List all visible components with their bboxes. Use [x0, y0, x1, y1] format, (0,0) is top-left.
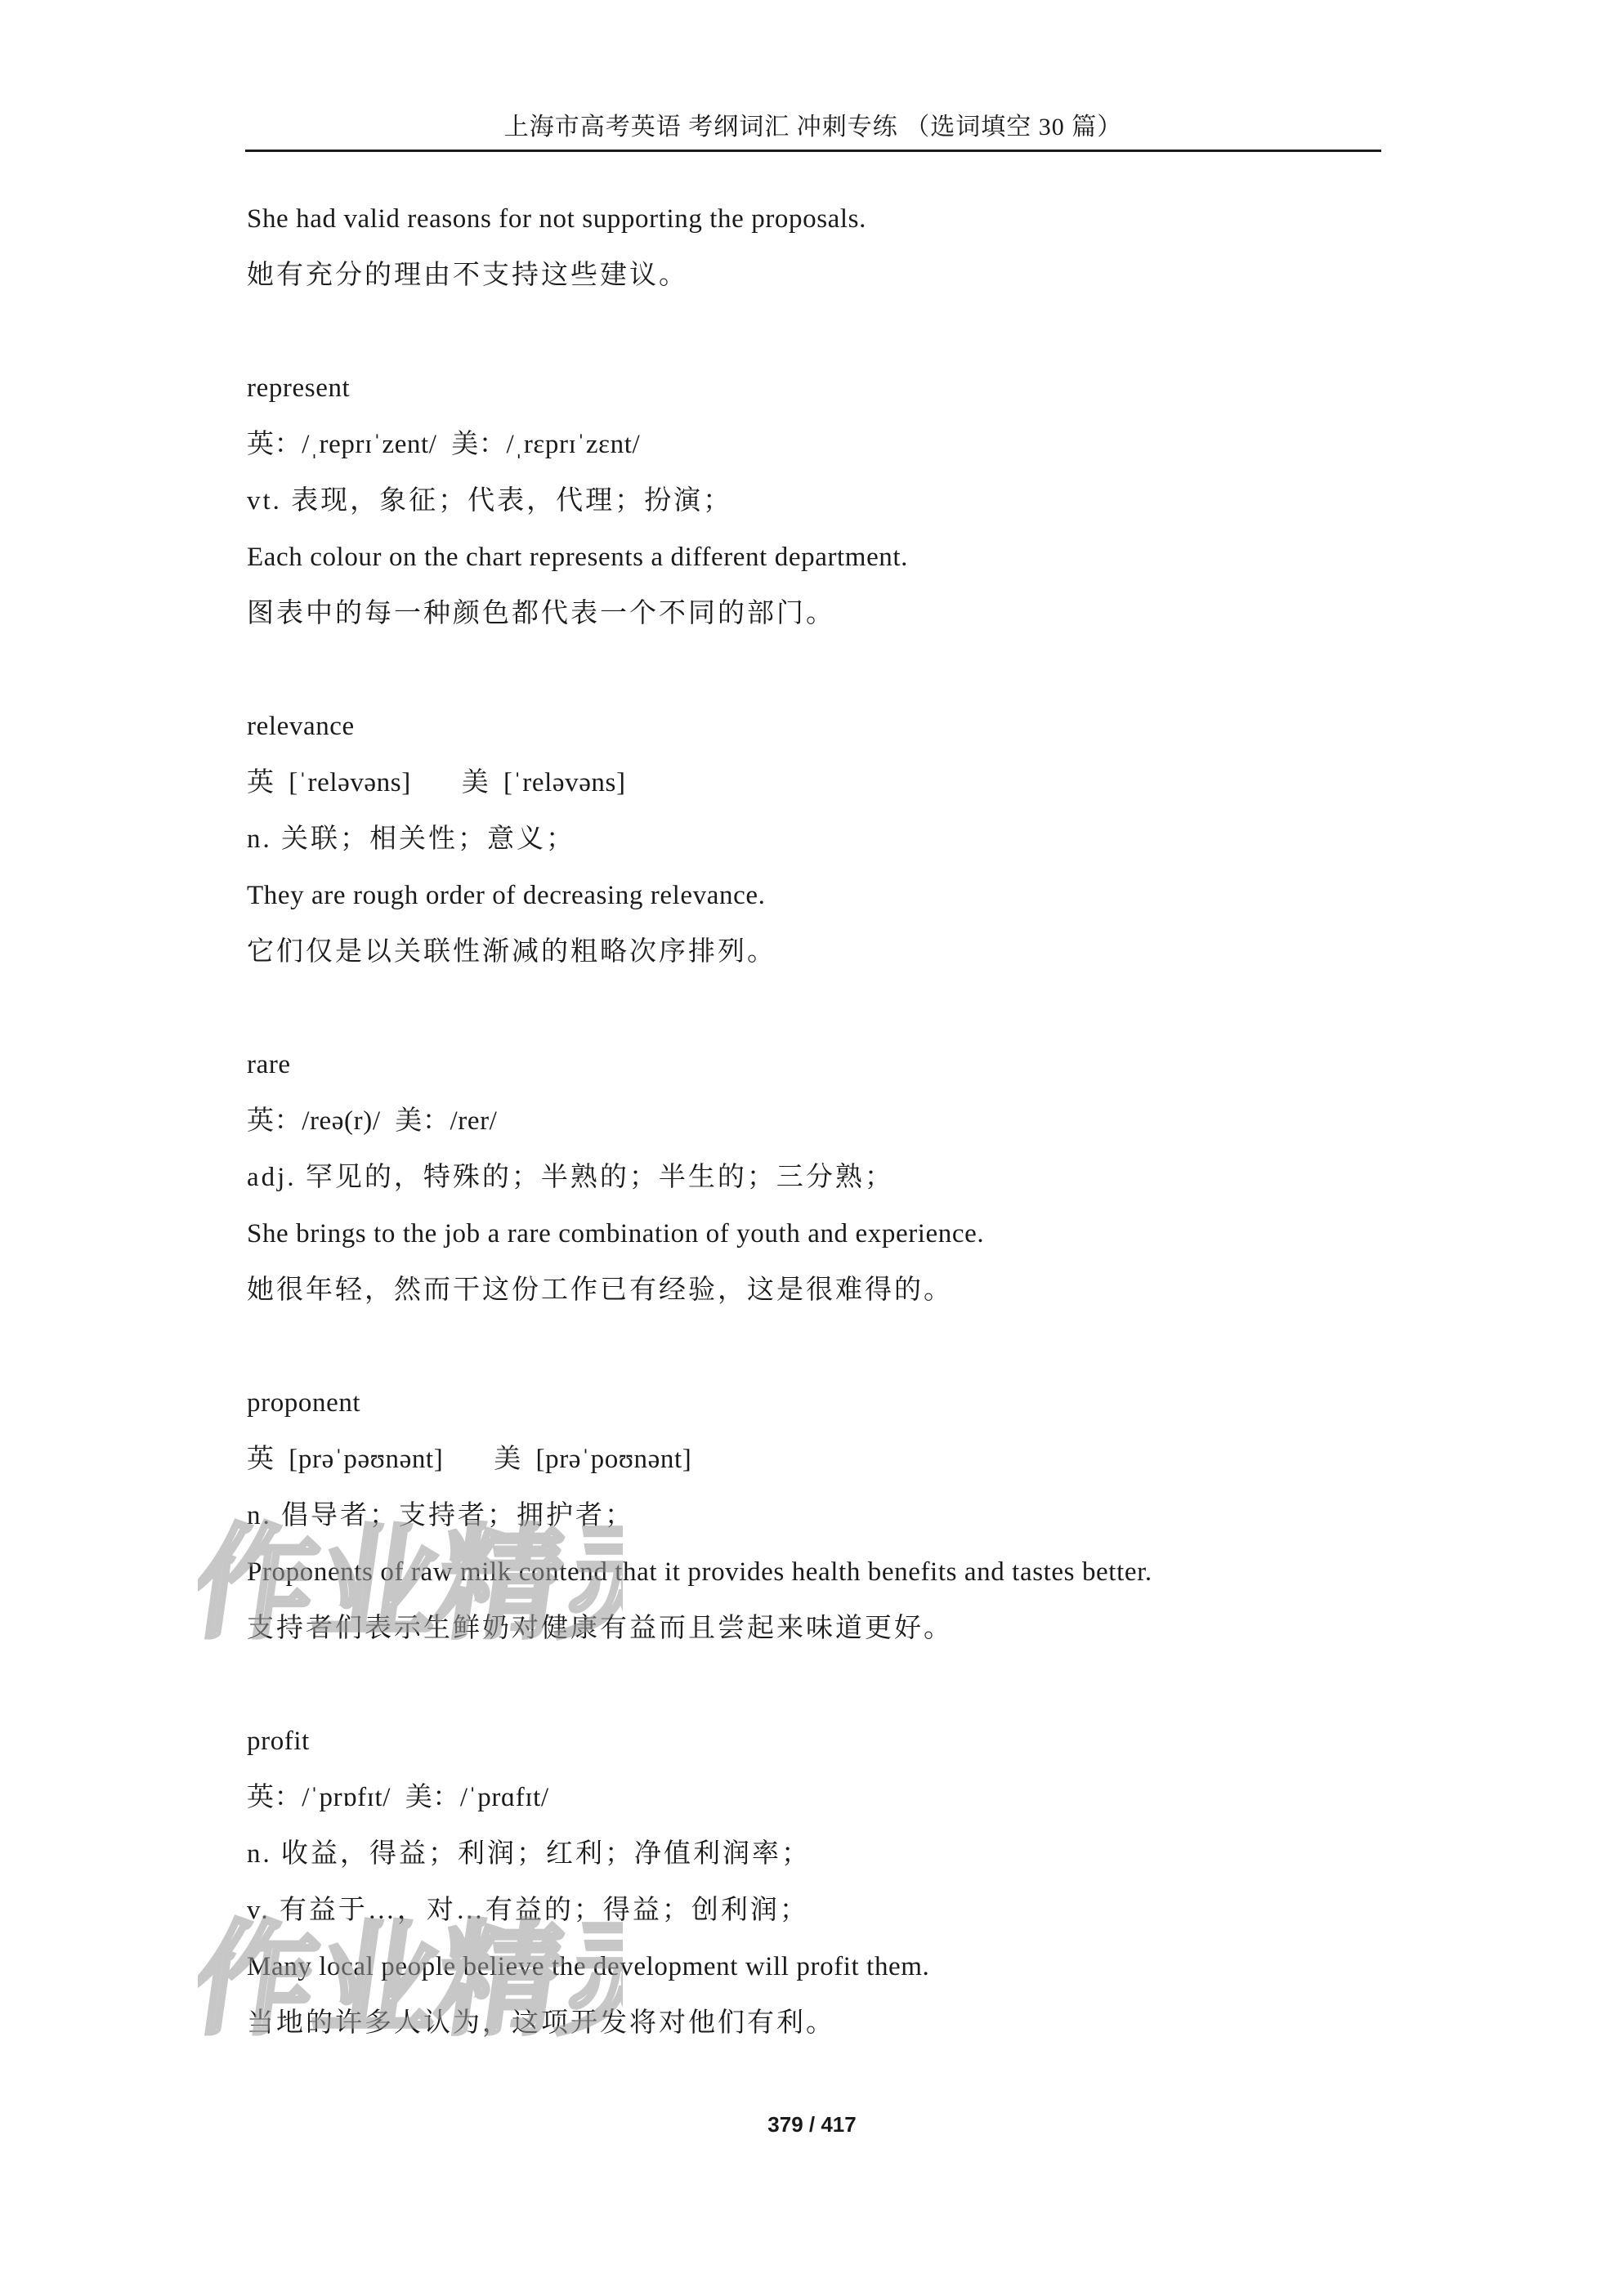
entry-pronunciation: 英 [ˈreləvəns] 美 [ˈreləvəns]: [247, 768, 626, 797]
vocabulary-content: [247, 199, 1391, 2059]
entry-example-zh: 支持者们表示生鲜奶对健康有益而且尝起来味道更好。: [247, 1614, 953, 1643]
entry-spacer: [247, 650, 1391, 706]
entry-word: represent: [247, 373, 351, 403]
page-number: 379 / 417: [767, 2112, 857, 2137]
entry-word: relevance: [247, 712, 355, 741]
vocab-entry-represent: [247, 368, 1391, 650]
entry-example-en: Proponents of raw milk contend that it provides health benefits and tastes better.: [247, 1557, 1152, 1587]
entry-definition: n. 收益，得益；利润；红利；净值利润率；: [247, 1839, 811, 1869]
svg-text:作业精灵: 作业精灵: [198, 1512, 623, 1655]
entry-example-zh: 它们仅是以关联性渐减的粗略次序排列。: [247, 937, 776, 967]
entry-definition: adj. 罕见的，特殊的；半熟的；半生的；三分熟；: [247, 1163, 894, 1192]
entry-spacer: [247, 1326, 1391, 1383]
header-divider: [245, 150, 1381, 152]
entry-example-en: Each colour on the chart represents a different department.: [247, 543, 909, 572]
entry-example-en: Many local people believe the development will profit them.: [247, 1952, 930, 1981]
vocab-entry-relevance: [247, 706, 1391, 988]
entry-example-zh: 图表中的每一种颜色都代表一个不同的部门。: [247, 599, 835, 628]
entry-definition: n. 关联；相关性；意义；: [247, 824, 575, 854]
vocab-entry-proponent: [247, 1383, 1391, 1664]
entry-definition: v. 有益于…，对…有益的；得益；创利润；: [247, 1896, 809, 1925]
entry-spacer: [247, 311, 1391, 368]
svg-text:作业精灵: 作业精灵: [198, 1908, 623, 2052]
entry-spacer: [247, 1664, 1391, 1721]
vocab-entry-rare: [247, 1044, 1391, 1326]
entry-word: profit: [247, 1726, 310, 1756]
entry-example-zh: 她很年轻，然而干这份工作已有经验，这是很难得的。: [247, 1275, 953, 1305]
entry-word: rare: [247, 1050, 291, 1079]
entry-definition: vt. 表现，象征；代表，代理；扮演；: [247, 486, 733, 516]
entry-pronunciation: 英：/reə(r)/ 美：/rer/: [247, 1106, 498, 1136]
intro-example-en: She had valid reasons for not supporting the proposals.: [247, 204, 866, 234]
page-header-title: 上海市高考英语 考纲词汇 冲刺专练 （选词填空 30 篇）: [503, 114, 1123, 141]
vocab-entry-profit: [247, 1721, 1391, 2059]
entry-example-en: She brings to the job a rare combination of youth and experience.: [247, 1219, 985, 1249]
entry-example-en: They are rough order of decreasing relevance.: [247, 881, 766, 910]
entry-pronunciation: 英 [prəˈpəʊnənt] 美 [prəˈpoʊnənt]: [247, 1445, 692, 1474]
intro-example-zh: 她有充分的理由不支持这些建议。: [247, 261, 688, 290]
entry-definition: n. 倡导者；支持者；拥护者；: [247, 1501, 634, 1530]
entry-example-zh: 当地的许多人认为，这项开发将对他们有利。: [247, 2008, 835, 2038]
entry-pronunciation: 英：/ˌreprɪˈzent/ 美：/ˌrɛprɪˈzɛnt/: [247, 430, 641, 459]
entry-spacer: [247, 988, 1391, 1044]
entry-word: proponent: [247, 1388, 361, 1418]
entry-pronunciation: 英：/ˈprɒfɪt/ 美：/ˈprɑfɪt/: [247, 1783, 549, 1812]
